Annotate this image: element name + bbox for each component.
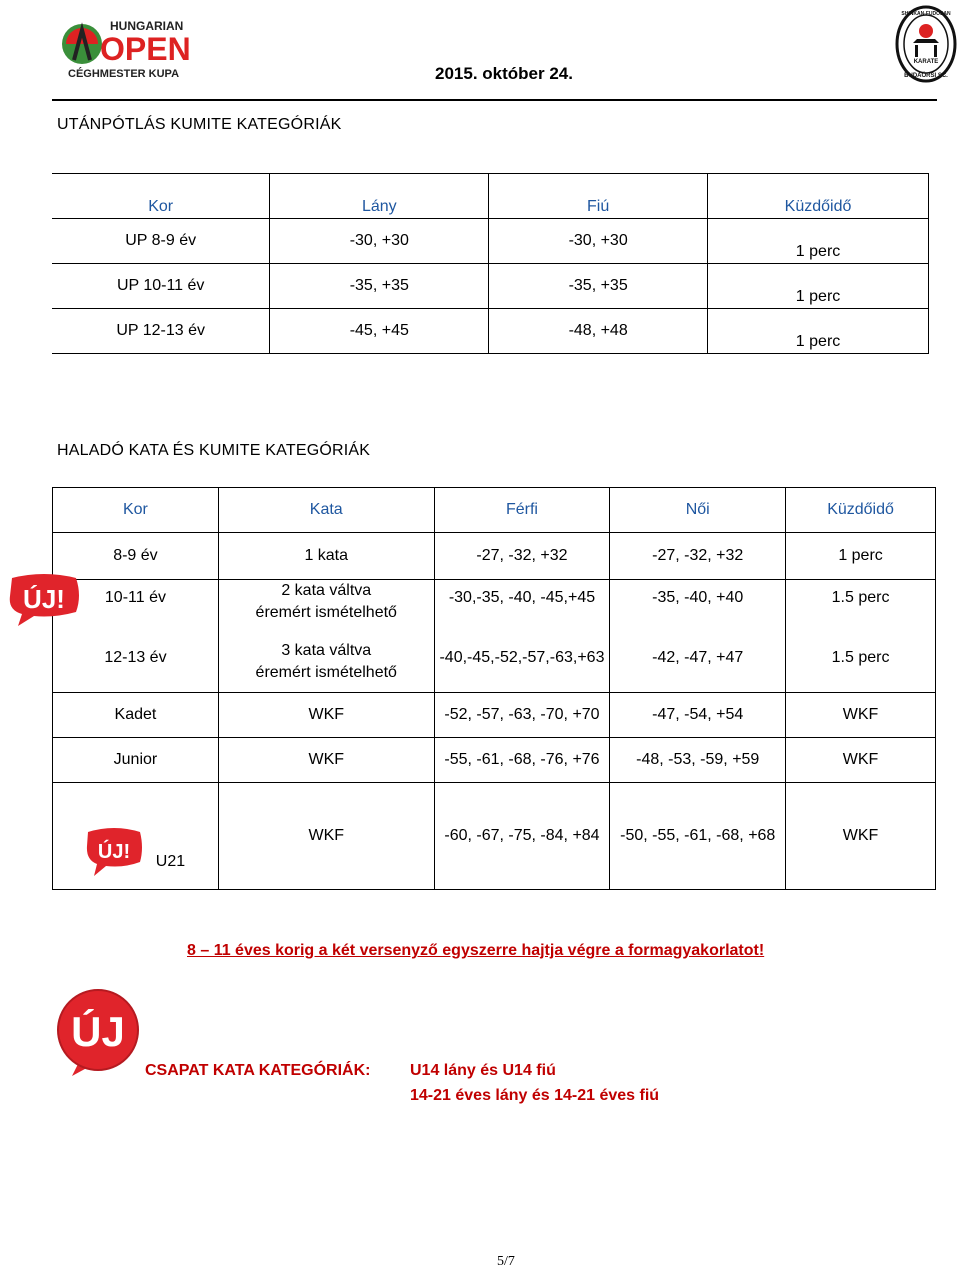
table-row [53, 783, 936, 890]
men-12-13: -40,-45,-52,-57,-63,+63 [439, 649, 605, 666]
club-logo-mid-text: KARATE [913, 59, 939, 65]
cell-kata: WKF [218, 738, 434, 783]
team-kata-label: CSAPAT KATA KATEGÓRIÁK: [145, 1062, 371, 1079]
header-kor: Kor [52, 174, 270, 219]
cell-time: 1 perc [708, 219, 929, 264]
table-row [53, 533, 936, 580]
header-kuzdoido: Küzdőidő [708, 174, 929, 219]
cell-time [786, 580, 936, 693]
table-header-row [53, 488, 936, 533]
new-badge-large-icon [52, 988, 148, 1078]
cell-kata [218, 580, 434, 693]
table-row [52, 219, 929, 264]
cell-men: -60, -67, -75, -84, +84 [434, 783, 610, 890]
cell-kata: 1 kata [218, 533, 434, 580]
time-12-13: 1.5 perc [831, 649, 890, 666]
cell-kata: WKF [218, 783, 434, 890]
youth-kumite-table [52, 173, 929, 354]
table-row [53, 738, 936, 783]
table-row-group [53, 580, 936, 693]
header-lany: Lány [270, 174, 489, 219]
cell-women [610, 580, 786, 693]
hungarian-open-logo [60, 14, 200, 82]
cell-boys: -48, +48 [489, 309, 708, 354]
cell-age: UP 8-9 év [52, 219, 270, 264]
table-row [52, 264, 929, 309]
kata-10-11-line2: éremért ismételhető [255, 604, 397, 621]
kata-12-13 [219, 640, 434, 684]
cell-age: UP 12-13 év [52, 309, 270, 354]
age-12-13: 12-13 év [104, 649, 167, 666]
header-kata: Kata [218, 488, 434, 533]
cell-age: Junior [53, 738, 219, 783]
section2-title: HALADÓ KATA ÉS KUMITE KATEGÓRIÁK [57, 442, 371, 459]
header-noi: Női [610, 488, 786, 533]
cell-women: -48, -53, -59, +59 [610, 738, 786, 783]
format-note: 8 – 11 éves korig a két versenyző egyszerre hajtja végre a formagyakorlatot! [187, 942, 765, 959]
cell-time: 1 perc [708, 309, 929, 354]
men-10-11: -30,-35, -40, -45,+45 [448, 589, 596, 606]
logo-bottom-text: CÉGHMESTER KUPA [68, 68, 180, 80]
kata-10-11 [219, 580, 434, 624]
cell-men: -52, -57, -63, -70, +70 [434, 693, 610, 738]
cell-men: -55, -61, -68, -76, +76 [434, 738, 610, 783]
cell-age: U21 [53, 783, 219, 890]
logo-main-text: OPEN [100, 31, 191, 67]
header-fiu: Fiú [489, 174, 708, 219]
cell-time: WKF [786, 783, 936, 890]
cell-age: Kadet [53, 693, 219, 738]
event-date: 2015. október 24. [435, 64, 573, 83]
cell-girls: -30, +30 [270, 219, 489, 264]
kata-10-11-line1: 2 kata váltva [281, 582, 372, 599]
cell-age: 8-9 év [53, 533, 219, 580]
cell-kata: WKF [218, 693, 434, 738]
header-kuzdoido: Küzdőidő [786, 488, 936, 533]
club-logo-top-text: SHINKAN-FUDOSAN [901, 11, 951, 17]
new-badge-text: ÚJ! [97, 841, 131, 863]
team-kata-value-2: 14-21 éves lány és 14-21 éves fiú [410, 1087, 660, 1104]
advanced-kata-kumite-table [52, 487, 936, 890]
logo-top-text: HUNGARIAN [110, 19, 184, 33]
new-badge-icon [84, 826, 144, 878]
new-badge-icon [4, 572, 84, 627]
club-logo-bottom-text: BUDAÖRSI SC. [904, 73, 948, 79]
cell-time: 1 perc [708, 264, 929, 309]
women-10-11: -35, -40, +40 [652, 589, 744, 606]
page-number: 5/7 [497, 1254, 515, 1269]
women-12-13: -42, -47, +47 [652, 649, 744, 666]
club-logo [895, 5, 957, 83]
table-header-row [52, 174, 929, 219]
cell-boys: -35, +35 [489, 264, 708, 309]
cell-time: WKF [786, 738, 936, 783]
cell-men: -27, -32, +32 [434, 533, 610, 580]
new-badge-large-text: ÚJ [71, 1008, 125, 1055]
team-kata-value-1: U14 lány és U14 fiú [410, 1062, 556, 1079]
kata-12-13-line2: éremért ismételhető [255, 664, 397, 681]
age-10-11: 10-11 év [104, 589, 166, 606]
cell-age: UP 10-11 év [52, 264, 270, 309]
cell-girls: -35, +35 [270, 264, 489, 309]
cell-time: WKF [786, 693, 936, 738]
table-row [52, 309, 929, 354]
header-kor: Kor [53, 488, 219, 533]
kata-12-13-line1: 3 kata váltva [281, 642, 372, 659]
cell-girls: -45, +45 [270, 309, 489, 354]
header-divider [52, 99, 937, 101]
cell-boys: -30, +30 [489, 219, 708, 264]
cell-men [434, 580, 610, 693]
cell-women: -50, -55, -61, -68, +68 [610, 783, 786, 890]
new-badge-text: ÚJ! [23, 584, 65, 614]
section1-title: UTÁNPÓTLÁS KUMITE KATEGÓRIÁK [57, 116, 342, 133]
cell-women: -27, -32, +32 [610, 533, 786, 580]
header-ferfi: Férfi [434, 488, 610, 533]
time-10-11: 1.5 perc [831, 589, 890, 606]
cell-time: 1 perc [786, 533, 936, 580]
table-row [53, 693, 936, 738]
cell-women: -47, -54, +54 [610, 693, 786, 738]
